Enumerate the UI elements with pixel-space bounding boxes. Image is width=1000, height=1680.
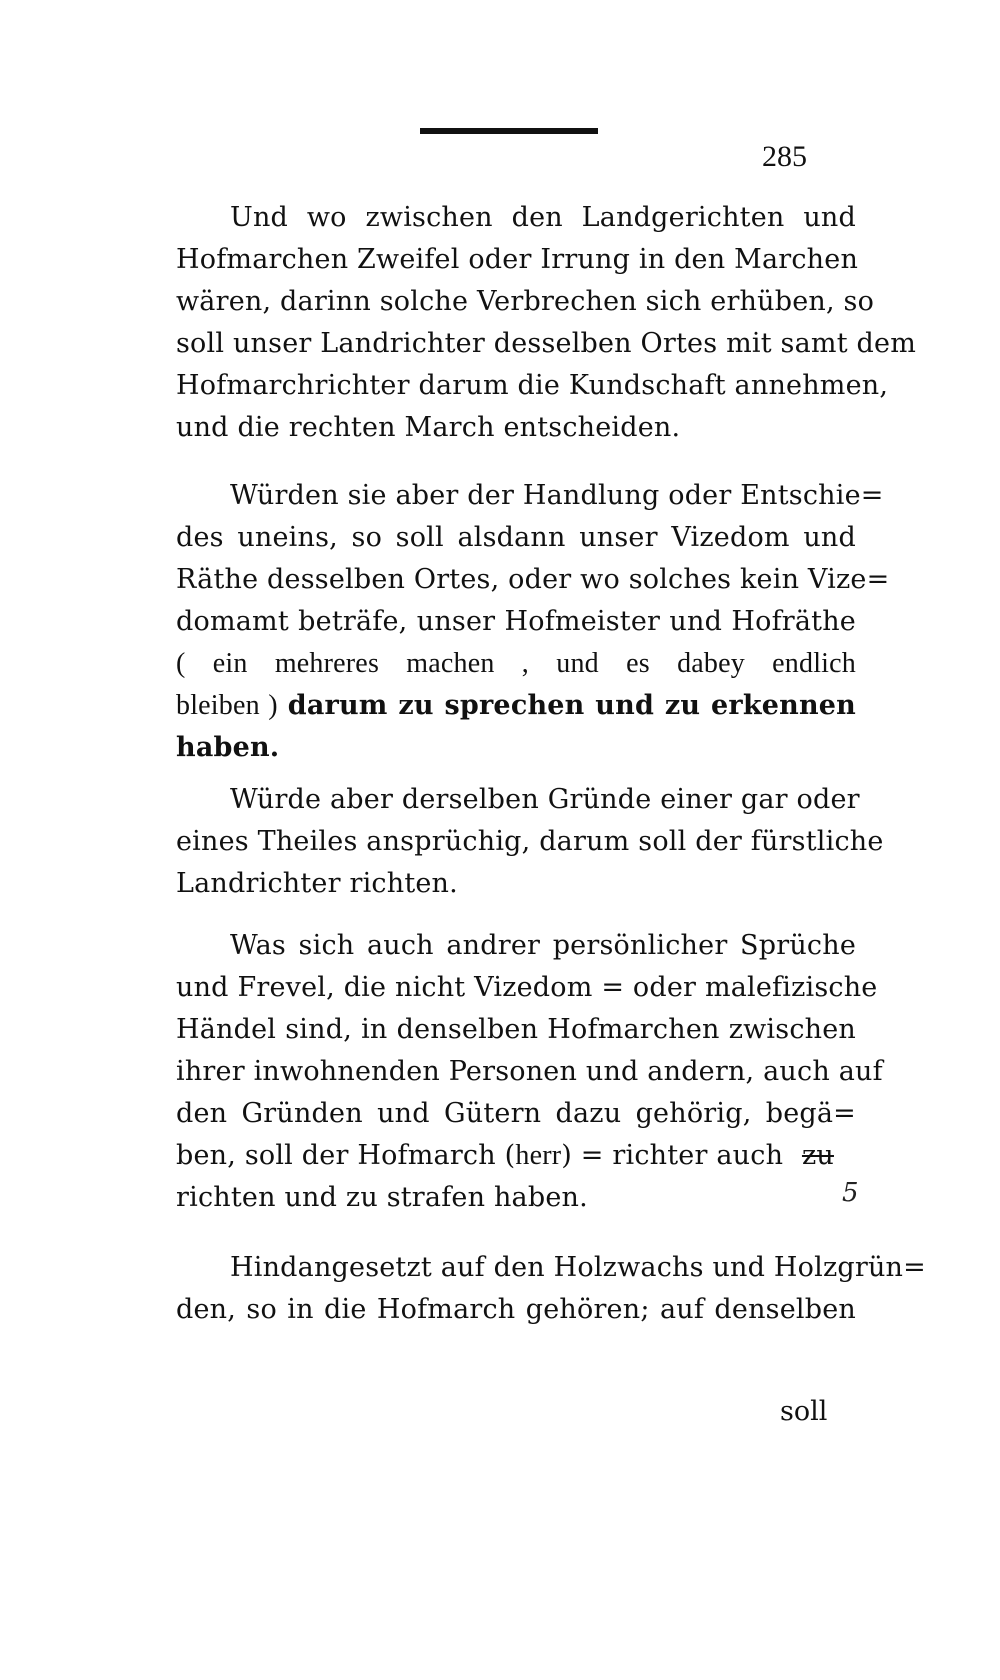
roman-word: herr (515, 1140, 562, 1171)
paragraph-4-line-5: den Gründen und Gütern dazu gehörig, begä= (176, 1098, 856, 1129)
paragraph-4-line-1: Was sich auch andrer persönlicher Sprüche (230, 930, 856, 961)
line-text-start: ben, soll der Hofmarch ( (176, 1140, 516, 1171)
paragraph-3-line-3: Landrichter richten. (176, 868, 458, 899)
roman-phrase: bleiben ) (176, 690, 278, 721)
paragraph-1-line-3: wären, darinn solche Verbrechen sich erhüben, so (176, 286, 875, 317)
paragraph-1-line-1: Und wo zwischen den Landgerichten und (230, 202, 856, 233)
paragraph-4-line-3: Händel sind, in denselben Hofmarchen zwischen (176, 1014, 856, 1045)
page-number: 285 (762, 140, 807, 173)
paragraph-2-line-1: Würden sie aber der Handlung oder Entschie= (230, 480, 884, 511)
paragraph-2-line-7: haben. (176, 732, 280, 763)
paragraph-3-line-1: Würde aber derselben Gründe einer gar oder (230, 784, 860, 815)
line-text-end: ) = richter auch (561, 1140, 784, 1171)
paragraph-4-line-4: ihrer inwohnenden Personen und andern, auch auf (176, 1056, 883, 1087)
bold-phrase: darum zu sprechen und zu erkennen (287, 690, 856, 721)
paragraph-2-line-6 (176, 684, 856, 728)
paragraph-2-line-5: ( ein mehreres machen , und es dabey endlich (176, 648, 856, 679)
paragraph-5-line-1: Hindangesetzt auf den Holzwachs und Holzgrün= (230, 1252, 926, 1283)
paragraph-1-line-5: Hofmarchrichter darum die Kundschaft annehmen, (176, 370, 889, 401)
paragraph-2-line-3: Räthe desselben Ortes, oder wo solches kein Vize= (176, 564, 890, 595)
paragraph-1-line-2: Hofmarchen Zweifel oder Irrung in den Marchen (176, 244, 859, 275)
paragraph-2-line-4: domamt beträfe, unser Hofmeister und Hofräthe (176, 606, 856, 637)
handwritten-margin-note: 5 (842, 1178, 859, 1208)
paragraph-2-line-2: des uneins, so soll alsdann unser Vizedom und (176, 522, 856, 553)
paragraph-4-line-6 (176, 1134, 834, 1178)
paragraph-4-line-7: richten und zu strafen haben. (176, 1182, 588, 1213)
catchword: soll (780, 1396, 828, 1427)
paragraph-4-line-2: und Frevel, die nicht Vizedom = oder malefizische (176, 972, 878, 1003)
paragraph-3-line-2: eines Theiles ansprüchig, darum soll der fürstliche (176, 826, 884, 857)
struck-word: zu (801, 1140, 834, 1171)
paragraph-5-line-2: den, so in die Hofmarch gehören; auf denselben (176, 1294, 856, 1325)
paragraph-1-line-4: soll unser Landrichter desselben Ortes mit samt dem (176, 328, 916, 359)
header-rule (420, 128, 598, 134)
paragraph-1-line-6: und die rechten March entscheiden. (176, 412, 681, 443)
